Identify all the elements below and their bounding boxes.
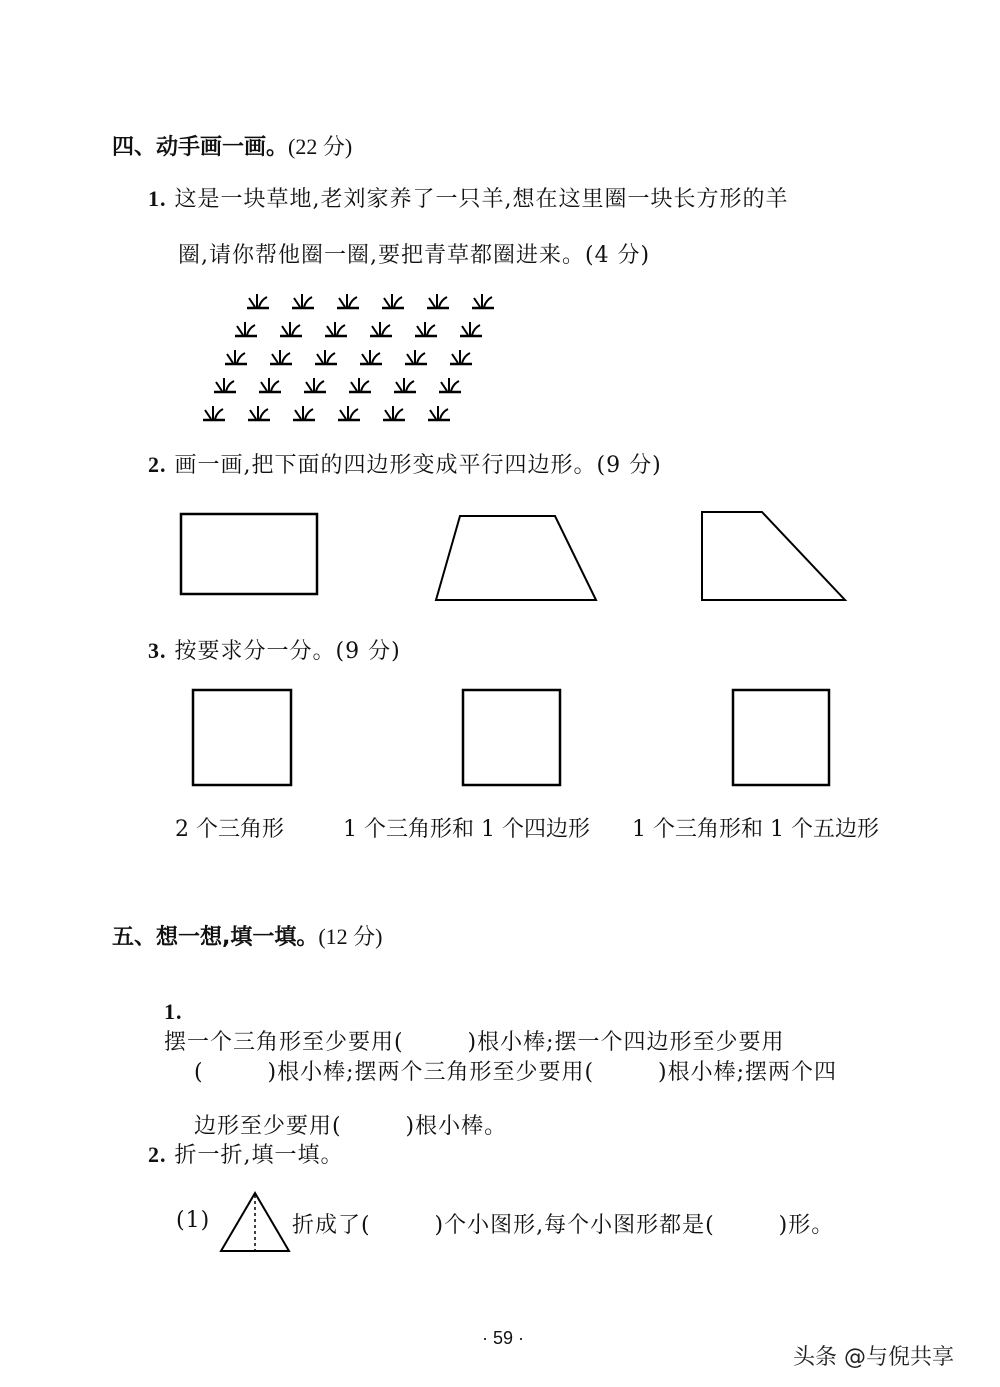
- page-number: · 59 ·: [482, 1328, 525, 1348]
- s4-q2-number: 2.: [148, 452, 167, 477]
- s5-q2-sub1-number: (1): [176, 1208, 211, 1233]
- s5-q1-text-line2[interactable]: ( )根小棒;摆两个三角形至少要用( )根小棒;摆两个四: [194, 1060, 838, 1085]
- watermark: 头条 @与倪共享: [793, 1345, 954, 1370]
- square-3-label: 1 个三角形和 1 个五边形: [632, 817, 879, 842]
- square-2-label: 1 个三角形和 1 个四边形: [343, 817, 590, 842]
- square-1-label: 2 个三角形: [175, 817, 284, 842]
- section-4-score: (22 分): [288, 134, 353, 159]
- s4-q1-text-line2: 圈,请你帮他圈一圈,要把青草都圈进来。(4 分): [178, 243, 651, 268]
- s4-q1-number: 1.: [148, 186, 167, 211]
- s5-q2-sub1-text[interactable]: 折成了( )个小图形,每个小图形都是( )形。: [292, 1213, 835, 1238]
- section-5-heading: 五、想一想,填一填。: [112, 925, 319, 950]
- s5-q1-number: 1.: [164, 999, 183, 1024]
- s5-q1-text-line1[interactable]: 摆一个三角形至少要用( )根小棒;摆一个四边形至少要用: [164, 1030, 785, 1055]
- s5-q2-number: 2.: [148, 1142, 167, 1167]
- s5-q2-text: 折一折,填一填。: [174, 1143, 344, 1168]
- s4-q3-text: 按要求分一分。(9 分): [174, 639, 401, 664]
- s5-q1-text-line3[interactable]: 边形至少要用( )根小棒。: [194, 1114, 508, 1139]
- section-5-score: (12 分): [318, 924, 383, 949]
- s4-q2-text: 画一画,把下面的四边形变成平行四边形。(9 分): [174, 453, 662, 478]
- section-4-heading: 四、动手画一画。: [112, 135, 289, 160]
- s4-q3-number: 3.: [148, 638, 167, 663]
- s4-q1-text-line1: 这是一块草地,老刘家养了一只羊,想在这里圈一块长方形的羊: [174, 187, 789, 212]
